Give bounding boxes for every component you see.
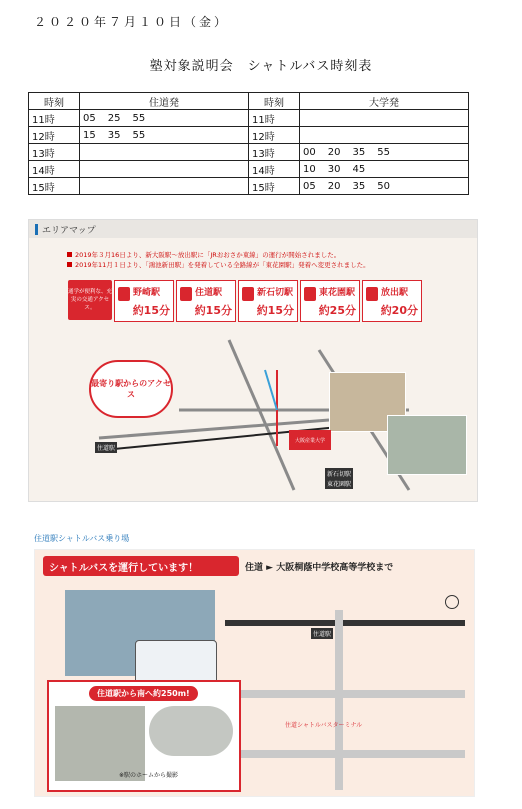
row-university-times (300, 127, 469, 144)
table-row (29, 161, 469, 178)
shuttle-section-title: 住道駅シャトルバス乗り場 (34, 534, 130, 543)
row-university-times (300, 161, 469, 178)
row-suminodo-times (80, 178, 249, 195)
row-hour: 12時 (29, 127, 80, 144)
row-suminodo-times (80, 127, 249, 144)
compass-icon (445, 595, 459, 609)
timetable (28, 92, 469, 195)
station-card: 住道駅 約15分 (176, 280, 236, 322)
station-card: 野崎駅 約15分 (114, 280, 174, 322)
table-row (29, 144, 469, 161)
label-shinishikiri: 新石切駅 (325, 468, 353, 479)
point-box (47, 680, 241, 792)
table-header-row (29, 93, 469, 110)
access-circle: 最寄り駅からのアクセス (89, 360, 173, 418)
row-hour: 11時 (29, 110, 80, 127)
label-higashihanazono: 東花園駅 (325, 478, 353, 489)
minute-value: 15 (83, 129, 96, 141)
campus-marker: 大阪産業大学 (289, 430, 331, 450)
area-map-heading: エリアマップ (29, 220, 477, 238)
row-university-times (300, 178, 469, 195)
row-suminodo-times (80, 110, 249, 127)
minute-value: 30 (327, 163, 341, 175)
minute-value: 35 (107, 129, 121, 141)
row-hour: 14時 (249, 161, 300, 178)
row-suminodo-times (80, 144, 249, 161)
row-hour: 13時 (249, 144, 300, 161)
table-row (29, 178, 469, 195)
header-time-1: 時刻 (29, 93, 80, 110)
minute-value: 55 (377, 146, 390, 158)
minute-value: 05 (83, 112, 96, 124)
bus-photo (65, 590, 215, 676)
lead-badge: 通学が便利な、充実の交通アクセス。 (68, 280, 112, 320)
shuttle-banner: シャトルバスを運行しています！ (43, 556, 239, 576)
minute-value: 00 (303, 146, 316, 158)
station-card: 新石切駅 約15分 (238, 280, 298, 322)
road-h2 (225, 750, 465, 758)
photo-caption: ※駅のホームから撮影 (119, 772, 179, 779)
minute-value: 20 (327, 146, 341, 158)
minute-value: 05 (303, 180, 316, 192)
station-card: 東花園駅 約25分 (300, 280, 360, 322)
row-university-times (300, 144, 469, 161)
road-v1 (335, 610, 343, 790)
minute-value: 20 (327, 180, 341, 192)
row-hour: 13時 (29, 144, 80, 161)
row-suminodo-times (80, 161, 249, 178)
shuttle-route: 住道 ► 大阪桐蔭中学校高等学校まで (245, 563, 394, 573)
street-photo-zoom (149, 706, 233, 756)
minute-value: 45 (352, 163, 366, 175)
map-station-label: 住道駅 (311, 628, 333, 639)
minute-value: 50 (377, 180, 390, 192)
station-card: 放出駅 約20分 (362, 280, 422, 322)
header-suminodo: 住道発 (80, 93, 249, 110)
row-hour: 15時 (249, 178, 300, 195)
minute-value: 55 (132, 129, 146, 141)
minute-value: 35 (352, 146, 366, 158)
page-title: 塾対象説明会 シャトルバス時刻表 (149, 59, 373, 74)
table-row (29, 110, 469, 127)
area-map-notes: 2019年３月16日より、新大阪駅～放出駅に「JRおおさか東線」の運行が開始されました。 2019年11月１日より、「鴻池新田駅」を発着している全路線が「東花園駅」発着へ変更されました。 (67, 250, 477, 270)
header-time-2: 時刻 (249, 93, 300, 110)
area-map (28, 219, 478, 502)
row-university-times (300, 110, 469, 127)
minute-value: 35 (352, 180, 366, 192)
date: ２０２０年７月１０日（金） (34, 15, 230, 29)
terminal-label: 住道シャトルバスターミナル (285, 722, 363, 729)
railway (225, 620, 465, 626)
header-university: 大学発 (300, 93, 469, 110)
minute-value: 10 (303, 163, 316, 175)
row-hour: 11時 (249, 110, 300, 127)
minute-value: 25 (107, 112, 121, 124)
row-hour: 15時 (29, 178, 80, 195)
table-row (29, 127, 469, 144)
label-suminodo: 住道駅 (95, 442, 117, 453)
photo-route-2 (387, 415, 467, 475)
minute-value: 55 (132, 112, 146, 124)
shuttle-map (34, 549, 475, 797)
point-label: 住道駅から南へ約250m! (89, 686, 198, 701)
row-hour: 14時 (29, 161, 80, 178)
road-h1 (225, 690, 465, 698)
row-hour: 12時 (249, 127, 300, 144)
